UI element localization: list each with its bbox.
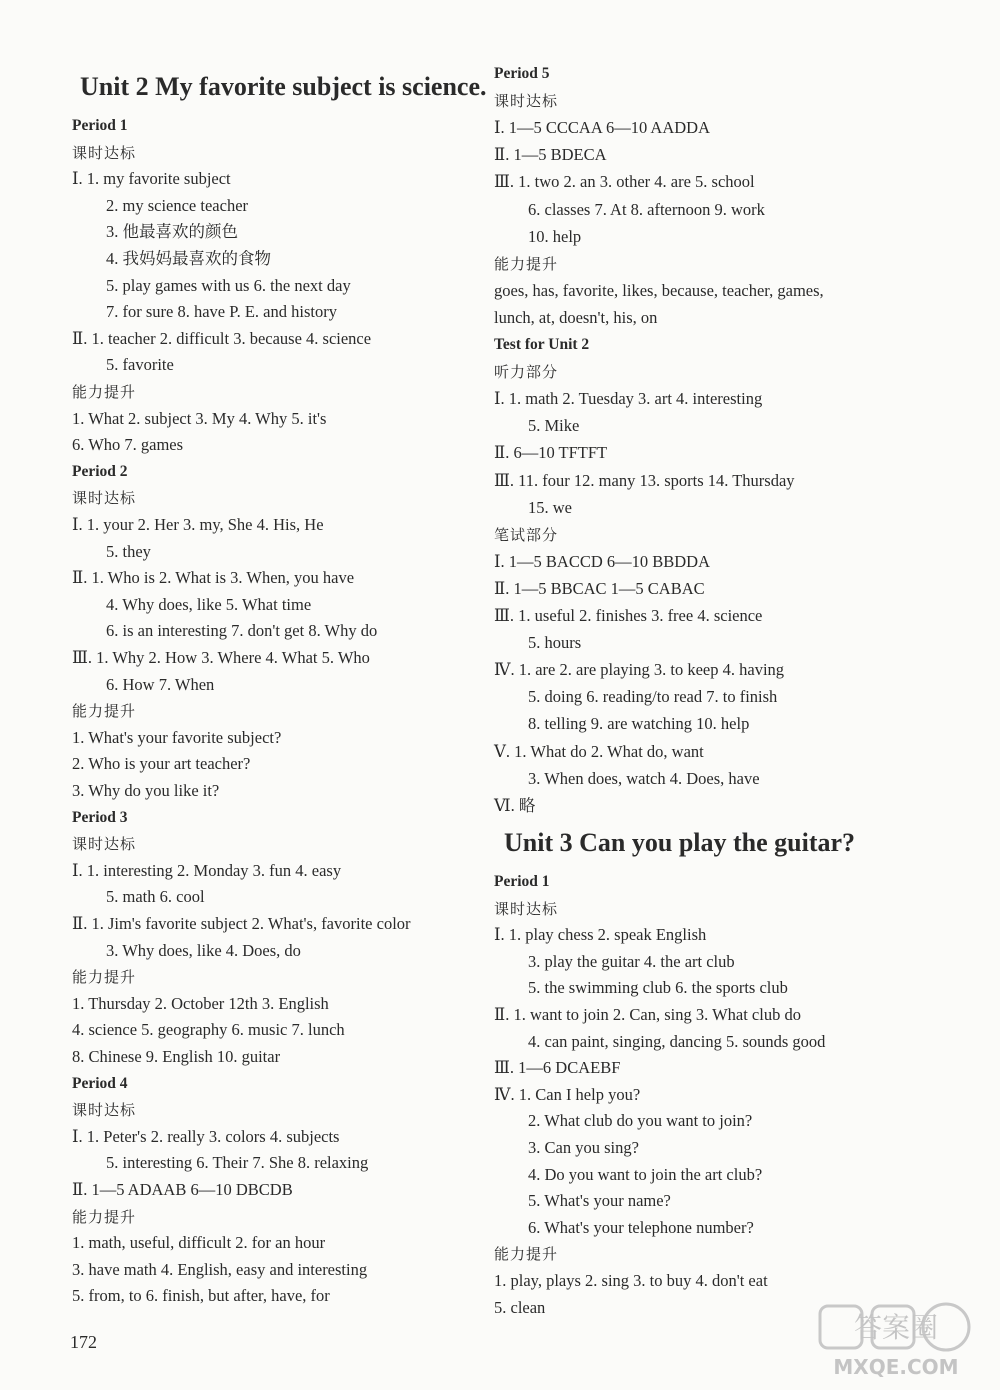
right-top-line: Ⅳ. 1. are 2. are playing 3. to keep 4. having	[494, 660, 785, 680]
right-top-line: 笔试部分	[494, 525, 559, 544]
right-top-line: goes, has, favorite, likes, because, teacher, games,	[494, 280, 824, 300]
right-bottom-line: 5. What's your name?	[528, 1191, 671, 1211]
right-bottom-line: 3. Can you sing?	[528, 1138, 639, 1157]
right-bottom-line: 2. What club do you want to join?	[528, 1111, 753, 1131]
unit-3-title: Unit 3 Can you play the guitar?	[504, 828, 856, 857]
right-top-line: 能力提升	[494, 254, 559, 273]
left-line: 课时达标	[72, 835, 137, 854]
left-line: 4. 我妈妈最喜欢的食物	[106, 249, 271, 268]
left-line: 1. What 2. subject 3. My 4. Why 5. it's	[72, 408, 327, 428]
left-line: 3. 他最喜欢的颜色	[106, 222, 238, 242]
left-line: Ⅲ. 1. Why 2. How 3. Where 4. What 5. Who	[72, 648, 370, 667]
right-top-line: Ⅴ. 1. What do 2. What do, want	[494, 741, 704, 761]
left-line: 课时达标	[72, 489, 137, 508]
left-line: 6. is an interesting 7. don't get 8. Why do	[106, 621, 378, 641]
left-line: 4. science 5. geography 6. music 7. lunch	[72, 1020, 345, 1040]
left-line: Ⅰ. 1. my favorite subject	[72, 169, 231, 189]
right-top-line: 15. we	[528, 497, 572, 517]
right-top-line: Test for Unit 2	[494, 336, 590, 353]
left-line: 5. math 6. cool	[106, 887, 205, 907]
right-bottom-line: 5. clean	[494, 1297, 546, 1317]
right-top-line: 10. help	[528, 226, 582, 246]
left-line: 5. they	[106, 541, 151, 561]
right-top-line: Period 5	[494, 65, 550, 82]
right-top-line: Ⅱ. 1—5 BBCAC 1—5 CABAC	[494, 578, 705, 598]
left-line: Ⅱ. 1—5 ADAAB 6—10 DBCDB	[72, 1180, 293, 1199]
right-bottom-line: Ⅰ. 1. play chess 2. speak English	[494, 925, 707, 945]
left-line: Period 4	[72, 1074, 128, 1092]
left-line: 1. Thursday 2. October 12th 3. English	[72, 993, 329, 1013]
left-line: 3. have math 4. English, easy and interesting	[72, 1259, 368, 1279]
right-top-line: Ⅰ. 1. math 2. Tuesday 3. art 4. interesting	[494, 389, 763, 409]
right-bottom-line: Ⅲ. 1—6 DCAEBF	[494, 1058, 621, 1078]
left-line: 能力提升	[72, 383, 137, 401]
right-top-line: 6. classes 7. At 8. afternoon 9. work	[528, 199, 765, 219]
left-line: Ⅱ. 1. Jim's favorite subject 2. What's, favorite color	[72, 914, 411, 933]
right-bottom-line: 3. play the guitar 4. the art club	[528, 951, 735, 971]
left-line: Ⅱ. 1. teacher 2. difficult 3. because 4. science	[72, 328, 372, 348]
right-bottom-line: Period 1	[494, 873, 550, 890]
left-line: 5. play games with us 6. the next day	[106, 275, 351, 295]
right-top-line: Ⅵ. 略	[494, 795, 536, 815]
unit-2-title: Unit 2 My favorite subject is science.	[80, 72, 487, 101]
left-line: 1. What's your favorite subject?	[72, 727, 282, 747]
left-line: 课时达标	[72, 1101, 137, 1120]
right-bottom-line: 4. Do you want to join the art club?	[528, 1164, 763, 1184]
watermark-url: MXQE.COM	[833, 1355, 959, 1379]
right-bottom-line: 课时达标	[494, 899, 559, 918]
right-top-line: Ⅰ. 1—5 CCCAA 6—10 AADDA	[494, 118, 710, 138]
left-line: 3. Why do you like it?	[72, 781, 220, 800]
left-line: 2. Who is your art teacher?	[72, 754, 251, 774]
left-line: 6. How 7. When	[106, 674, 215, 694]
right-bottom-line: 1. play, plays 2. sing 3. to buy 4. don't eat	[494, 1271, 768, 1290]
left-line: 3. Why does, like 4. Does, do	[106, 940, 301, 960]
right-top-line: 听力部分	[494, 363, 559, 382]
right-bottom-line: Ⅳ. 1. Can I help you?	[494, 1084, 641, 1104]
right-top-line: 课时达标	[494, 92, 559, 111]
right-bottom-line: 6. What's your telephone number?	[528, 1217, 754, 1237]
right-top-line: 5. Mike	[528, 416, 580, 436]
left-line: Period 2	[72, 462, 128, 480]
right-top-line: 5. doing 6. reading/to read 7. to finish	[528, 687, 778, 707]
left-line: Period 3	[72, 808, 128, 826]
left-line: 2. my science teacher	[106, 195, 249, 215]
left-line: 8. Chinese 9. English 10. guitar	[72, 1047, 281, 1066]
left-line: Ⅰ. 1. interesting 2. Monday 3. fun 4. easy	[72, 860, 342, 880]
right-bottom-line: 4. can paint, singing, dancing 5. sounds good	[528, 1031, 826, 1051]
right-top-line: lunch, at, doesn't, his, on	[494, 307, 658, 327]
left-line: 5. from, to 6. finish, but after, have, for	[72, 1286, 330, 1306]
left-line: 6. Who 7. games	[72, 435, 184, 455]
left-line: 4. Why does, like 5. What time	[106, 594, 312, 614]
watermark-text: 答案圈	[853, 1311, 939, 1344]
left-line: 5. interesting 6. Their 7. She 8. relaxing	[106, 1153, 369, 1173]
right-top-line: Ⅱ. 1—5 BDECA	[494, 145, 607, 165]
right-bottom-line: 能力提升	[494, 1245, 559, 1264]
left-line: 能力提升	[72, 1207, 137, 1226]
left-line: 能力提升	[72, 702, 137, 721]
right-bottom-line: Ⅱ. 1. want to join 2. Can, sing 3. What club do	[494, 1005, 801, 1024]
right-top-line: Ⅲ. 1. two 2. an 3. other 4. are 5. school	[494, 172, 755, 192]
right-top-line: 3. When does, watch 4. Does, have	[528, 768, 760, 788]
right-top-line: 5. hours	[528, 633, 582, 653]
page-number: 172	[70, 1332, 97, 1352]
left-line: Ⅰ. 1. Peter's 2. really 3. colors 4. subjects	[72, 1126, 340, 1146]
right-top-line: Ⅰ. 1—5 BACCD 6—10 BBDDA	[494, 551, 710, 571]
right-top-line: Ⅲ. 1. useful 2. finishes 3. free 4. science	[494, 606, 763, 625]
left-line: 1. math, useful, difficult 2. for an hour	[72, 1233, 326, 1253]
left-line: 课时达标	[72, 143, 137, 162]
left-line: 5. favorite	[106, 355, 174, 375]
right-top-line: Ⅲ. 11. four 12. many 13. sports 14. Thursday	[494, 470, 795, 490]
left-line: 7. for sure 8. have P. E. and history	[106, 302, 337, 322]
left-line: Ⅱ. 1. Who is 2. What is 3. When, you have	[72, 568, 355, 588]
right-top-line: 8. telling 9. are watching 10. help	[528, 714, 750, 734]
right-top-line: Ⅱ. 6—10 TFTFT	[494, 443, 608, 463]
right-bottom-line: 5. the swimming club 6. the sports club	[528, 978, 788, 998]
left-line: Ⅰ. 1. your 2. Her 3. my, She 4. His, He	[72, 515, 324, 534]
left-line: 能力提升	[72, 968, 137, 987]
left-line: Period 1	[72, 117, 128, 134]
watermark-logo	[800, 1300, 985, 1380]
